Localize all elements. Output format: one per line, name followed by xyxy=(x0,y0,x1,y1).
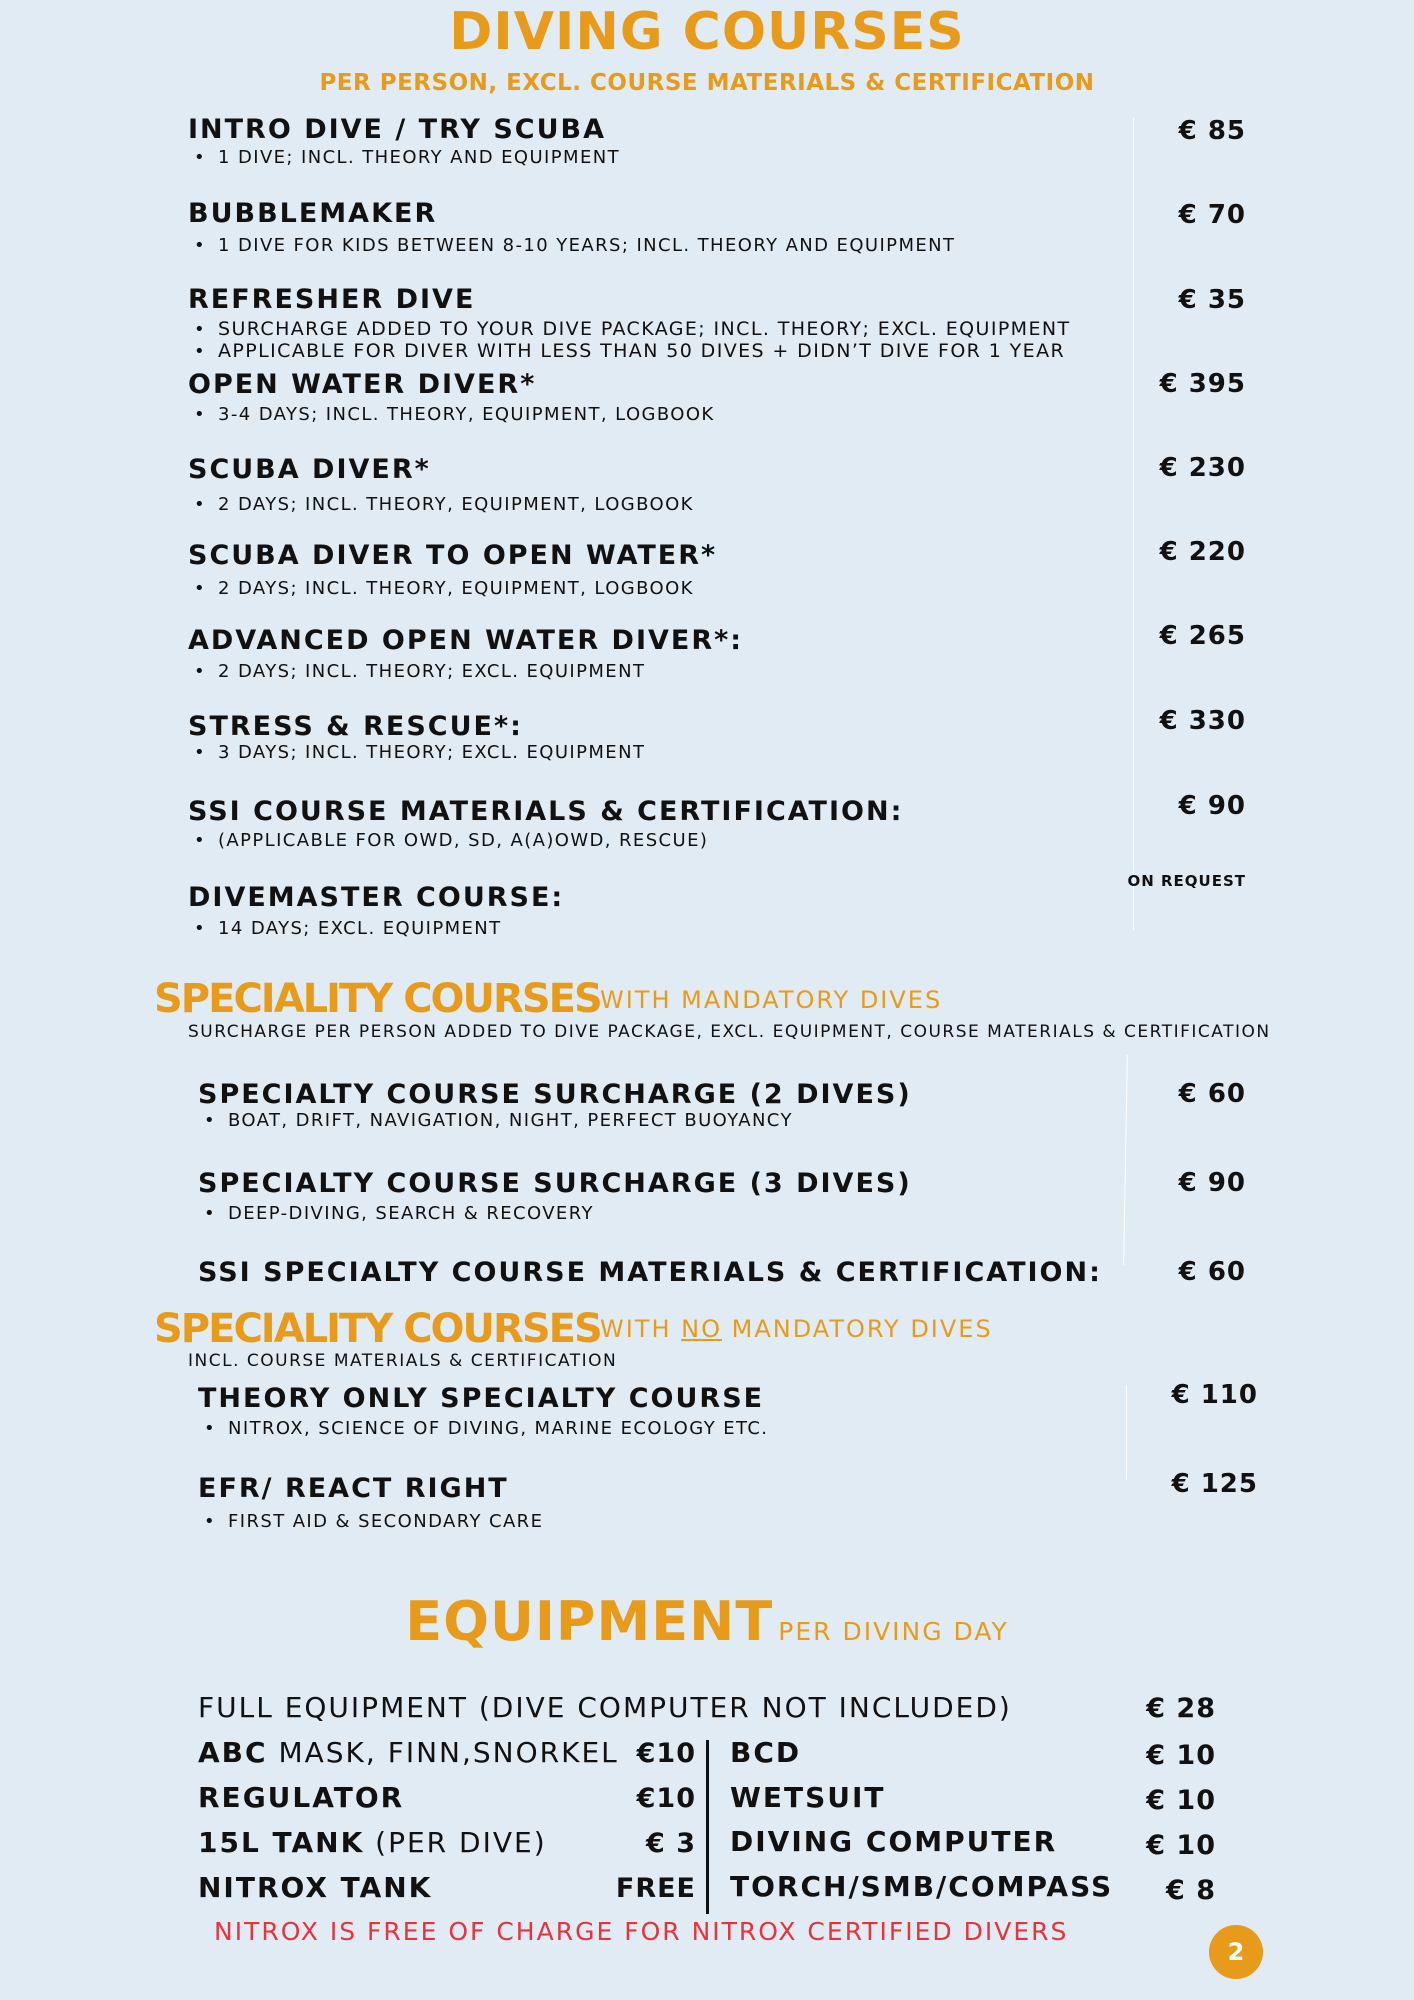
equipment-price-left: FREE xyxy=(615,1873,696,1904)
equipment-price-left: € 3 xyxy=(646,1828,696,1859)
specialty-title: THEORY ONLY SPECIALTY COURSE xyxy=(198,1383,765,1414)
course-title: OPEN WATER DIVER* xyxy=(188,369,537,400)
course-title: BUBBLEMAKER xyxy=(188,198,438,229)
course-price: € 35 xyxy=(1178,285,1246,315)
specialty-mandatory-note: SURCHARGE PER PERSON ADDED TO DIVE PACKAGE, EXCL. EQUIPMENT, COURSE MATERIALS & CERTIFICATION xyxy=(188,1022,1271,1042)
course-title: SSI COURSE MATERIALS & CERTIFICATION: xyxy=(188,796,904,827)
specialty-bullet: • BOAT, DRIFT, NAVIGATION, NIGHT, PERFECT BUOYANCY xyxy=(204,1110,793,1131)
course-price: € 330 xyxy=(1159,706,1246,736)
equipment-item-left: NITROX TANK xyxy=(198,1871,433,1904)
specialty-no-mandatory-divider xyxy=(1126,1385,1127,1480)
specialty-bullet: • DEEP-DIVING, SEARCH & RECOVERY xyxy=(204,1203,594,1224)
specialty-price: € 60 xyxy=(1178,1257,1246,1287)
nitrox-note: NITROX IS FREE OF CHARGE FOR NITROX CERTIFIED DIVERS xyxy=(214,1917,1069,1946)
specialty-title: EFR/ REACT RIGHT xyxy=(198,1473,509,1504)
equipment-item-left: 15L TANK (PER DIVE) xyxy=(198,1826,547,1859)
specialty-bullet: • NITROX, SCIENCE OF DIVING, MARINE ECOLOGY ETC. xyxy=(204,1418,768,1439)
equipment-price-right: € 10 xyxy=(1146,1830,1216,1861)
course-bullet: • (APPLICABLE FOR OWD, SD, A(A)OWD, RESCUE) xyxy=(194,830,708,851)
specialty-title: SPECIALTY COURSE SURCHARGE (3 DIVES) xyxy=(198,1168,912,1199)
course-bullet: • 2 DAYS; INCL. THEORY, EQUIPMENT, LOGBOOK xyxy=(194,494,694,515)
course-bullet: • 1 DIVE FOR KIDS BETWEEN 8-10 YEARS; INCL. THEORY AND EQUIPMENT xyxy=(194,235,955,256)
specialty-title: SSI SPECIALTY COURSE MATERIALS & CERTIFICATION: xyxy=(198,1257,1102,1288)
course-price: € 265 xyxy=(1159,621,1246,651)
course-bullet: • 2 DAYS; INCL. THEORY, EQUIPMENT, LOGBOOK xyxy=(194,578,694,599)
full-equipment-price: € 28 xyxy=(1146,1693,1216,1724)
equipment-price-right: € 10 xyxy=(1146,1785,1216,1816)
equipment-price-left: €10 xyxy=(636,1738,696,1769)
specialty-price: € 125 xyxy=(1171,1469,1258,1499)
specialty-mandatory-subheading: WITH MANDATORY DIVES xyxy=(600,986,943,1014)
equipment-heading-row xyxy=(0,1590,1414,1653)
equipment-divider xyxy=(706,1740,709,1914)
course-title: SCUBA DIVER TO OPEN WATER* xyxy=(188,540,718,571)
specialty-no-mandatory-note: INCL. COURSE MATERIALS & CERTIFICATION xyxy=(188,1351,618,1371)
page-subtitle: PER PERSON, EXCL. COURSE MATERIALS & CERTIFICATION xyxy=(319,70,1095,96)
course-bullet: • 3 DAYS; INCL. THEORY; EXCL. EQUIPMENT xyxy=(194,742,645,763)
equipment-item-left: ABC MASK, FINN,SNORKEL xyxy=(198,1736,619,1769)
equipment-item-right: WETSUIT xyxy=(730,1781,886,1814)
equipment-price-right: € 8 xyxy=(1166,1875,1216,1906)
full-equipment-label: FULL EQUIPMENT (DIVE COMPUTER NOT INCLUDED) xyxy=(198,1691,1012,1724)
page-title: DIVING COURSES xyxy=(449,2,965,62)
equipment-price-right: € 10 xyxy=(1146,1740,1216,1771)
course-title: SCUBA DIVER* xyxy=(188,454,431,485)
course-price: € 230 xyxy=(1159,453,1246,483)
equipment-subheading: PER DIVING DAY xyxy=(778,1617,1009,1646)
page-number: 2 xyxy=(1227,1938,1245,1966)
equipment-price-left: €10 xyxy=(636,1783,696,1814)
course-price: € 70 xyxy=(1178,200,1246,230)
course-bullet: • SURCHARGE ADDED TO YOUR DIVE PACKAGE; INCL. THEORY; EXCL. EQUIPMENT xyxy=(194,318,1071,340)
course-title: REFRESHER DIVE xyxy=(188,284,476,315)
specialty-price: € 90 xyxy=(1178,1168,1246,1198)
equipment-item-right: BCD xyxy=(730,1736,802,1769)
course-title: INTRO DIVE / TRY SCUBA xyxy=(188,114,607,145)
specialty-mandatory-divider xyxy=(1123,1055,1128,1265)
courses-divider xyxy=(1133,118,1134,930)
course-bullet: • 3-4 DAYS; INCL. THEORY, EQUIPMENT, LOGBOOK xyxy=(194,404,715,425)
course-price: € 90 xyxy=(1178,791,1246,821)
course-price: € 395 xyxy=(1159,369,1246,399)
subheading-post: MANDATORY DIVES xyxy=(731,1315,993,1343)
course-price: ON REQUEST xyxy=(1127,872,1246,890)
subheading-underlined: NO xyxy=(681,1315,722,1343)
course-bullet: • 2 DAYS; INCL. THEORY; EXCL. EQUIPMENT xyxy=(194,661,645,682)
specialty-bullet: • FIRST AID & SECONDARY CARE xyxy=(204,1511,543,1532)
specialty-price: € 110 xyxy=(1171,1380,1258,1410)
specialty-no-mandatory-heading: SPECIALITY COURSES xyxy=(154,1306,601,1352)
subheading-pre: WITH xyxy=(600,1315,672,1343)
course-price: € 85 xyxy=(1178,116,1246,146)
course-bullet: • 14 DAYS; EXCL. EQUIPMENT xyxy=(194,918,502,939)
equipment-heading: EQUIPMENT xyxy=(405,1590,774,1653)
equipment-item-right: TORCH/SMB/COMPASS xyxy=(730,1870,1114,1903)
course-title: DIVEMASTER COURSE: xyxy=(188,882,565,913)
course-bullet: • APPLICABLE FOR DIVER WITH LESS THAN 50 DIVES + DIDN’T DIVE FOR 1 YEAR xyxy=(194,340,1065,362)
specialty-no-mandatory-subheading xyxy=(600,1315,993,1343)
course-price: € 220 xyxy=(1159,537,1246,567)
specialty-mandatory-heading: SPECIALITY COURSES xyxy=(154,976,601,1022)
specialty-title: SPECIALTY COURSE SURCHARGE (2 DIVES) xyxy=(198,1079,912,1110)
equipment-item-left: REGULATOR xyxy=(198,1781,405,1814)
course-title: ADVANCED OPEN WATER DIVER*: xyxy=(188,625,744,656)
course-bullet: • 1 DIVE; INCL. THEORY AND EQUIPMENT xyxy=(194,147,620,168)
course-title: STRESS & RESCUE*: xyxy=(188,711,523,742)
equipment-item-right: DIVING COMPUTER xyxy=(730,1825,1058,1858)
specialty-price: € 60 xyxy=(1178,1079,1246,1109)
page-number-badge xyxy=(1209,1925,1263,1979)
